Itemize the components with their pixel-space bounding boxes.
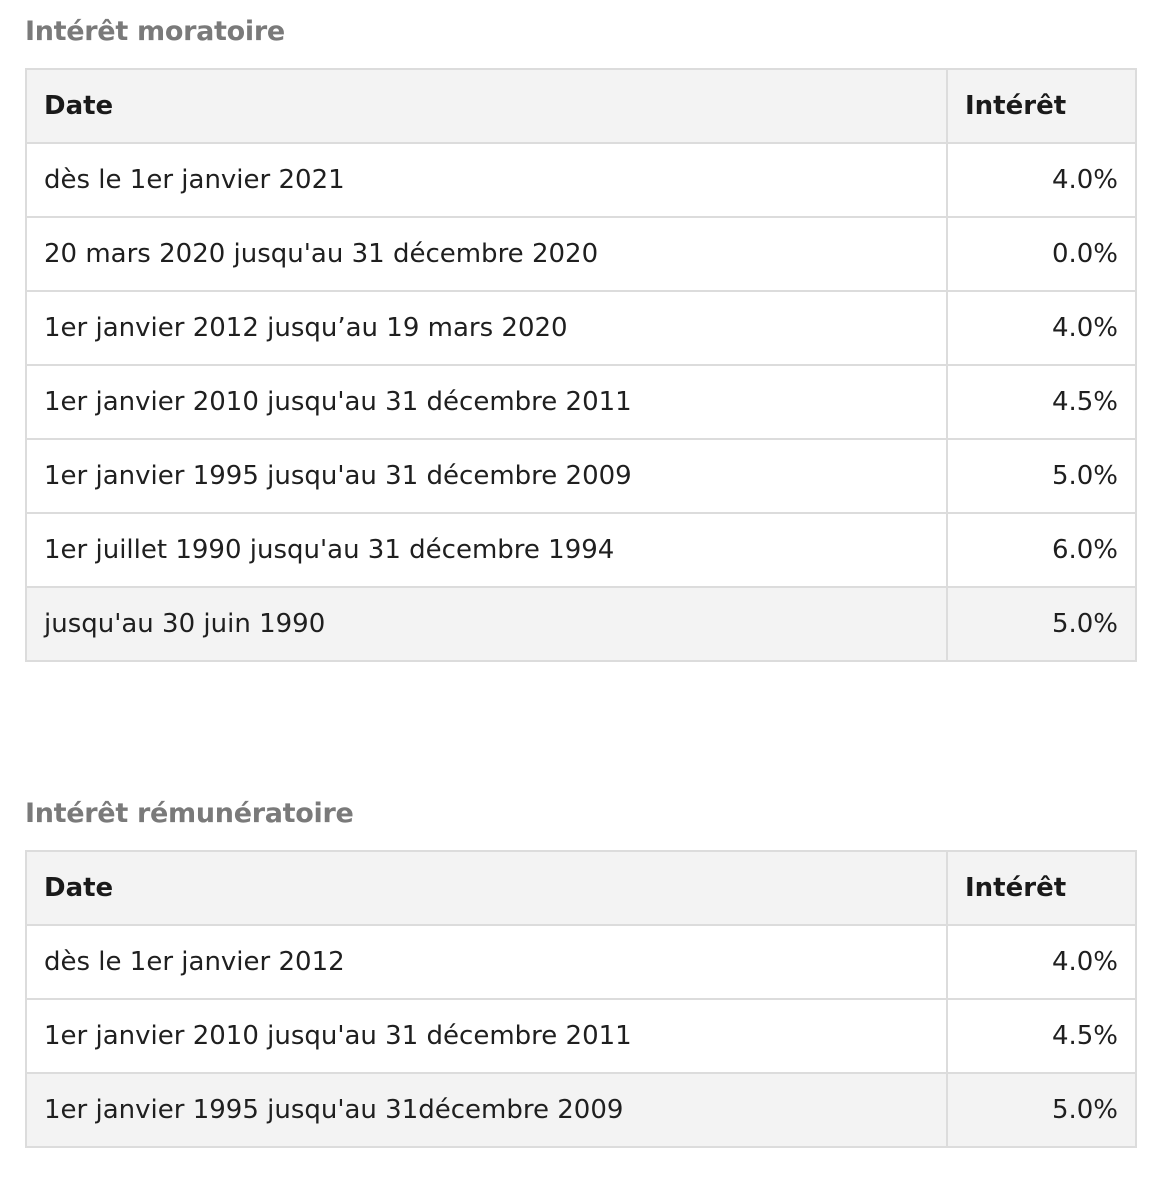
rate-cell: 4.0%: [947, 925, 1136, 999]
table-row: [26, 291, 1136, 365]
remuneratoire-header-rate: Intérêt: [947, 851, 1136, 925]
moratoire-header-date: Date: [26, 69, 947, 143]
table-row: [26, 143, 1136, 217]
date-cell: jusqu'au 30 juin 1990: [26, 587, 947, 661]
rate-cell: 6.0%: [947, 513, 1136, 587]
moratoire-header-row: [26, 69, 1136, 143]
date-cell: 1er janvier 1995 jusqu'au 31décembre 2009: [26, 1073, 947, 1147]
rate-cell: 5.0%: [947, 587, 1136, 661]
rate-cell: 4.5%: [947, 999, 1136, 1073]
remuneratoire-title: Intérêt rémunératoire: [25, 798, 354, 829]
date-cell: dès le 1er janvier 2021: [26, 143, 947, 217]
date-cell: 1er juillet 1990 jusqu'au 31 décembre 1994: [26, 513, 947, 587]
moratoire-header-rate: Intérêt: [947, 69, 1136, 143]
date-cell: 20 mars 2020 jusqu'au 31 décembre 2020: [26, 217, 947, 291]
date-cell: 1er janvier 1995 jusqu'au 31 décembre 2009: [26, 439, 947, 513]
table-row: [26, 925, 1136, 999]
date-cell: 1er janvier 2010 jusqu'au 31 décembre 2011: [26, 365, 947, 439]
table-row: [26, 999, 1136, 1073]
rate-cell: 0.0%: [947, 217, 1136, 291]
table-row: [26, 513, 1136, 587]
date-cell: dès le 1er janvier 2012: [26, 925, 947, 999]
rate-cell: 4.0%: [947, 143, 1136, 217]
date-cell: 1er janvier 2010 jusqu'au 31 décembre 2011: [26, 999, 947, 1073]
rate-cell: 4.0%: [947, 291, 1136, 365]
moratoire-title: Intérêt moratoire: [25, 16, 285, 47]
table-row: [26, 217, 1136, 291]
remuneratoire-header-date: Date: [26, 851, 947, 925]
rate-cell: 4.5%: [947, 365, 1136, 439]
table-row: [26, 1073, 1136, 1147]
rate-cell: 5.0%: [947, 1073, 1136, 1147]
table-row: [26, 439, 1136, 513]
table-row: [26, 365, 1136, 439]
rate-cell: 5.0%: [947, 439, 1136, 513]
date-cell: 1er janvier 2012 jusqu’au 19 mars 2020: [26, 291, 947, 365]
moratoire-table: [25, 68, 1137, 662]
remuneratoire-section: [25, 794, 1135, 1148]
remuneratoire-header-row: [26, 851, 1136, 925]
remuneratoire-table: [25, 850, 1137, 1148]
moratoire-section: [25, 12, 1135, 662]
table-row: [26, 587, 1136, 661]
